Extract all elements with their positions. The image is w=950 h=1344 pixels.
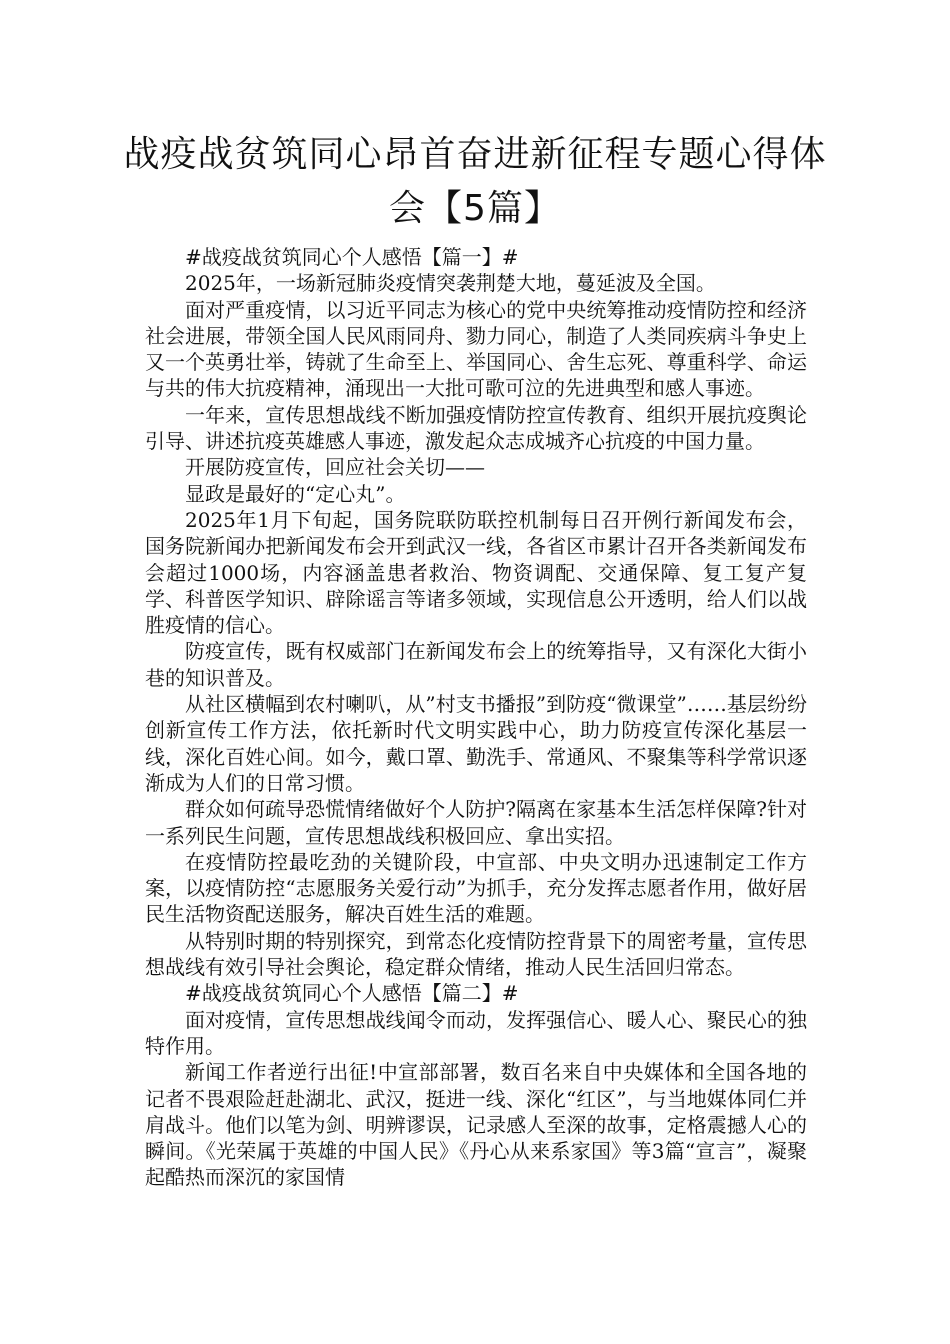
paragraph: 从社区横幅到农村喇叭，从”村支书播报”到防疫“微课堂”……基层纷纷创新宣传工作方法，依托新时代文明实践中心，助力防疫宣传深化基层一线，深化百姓心间。如今，戴口罩、勤洗手、常通风、不聚集等科学常识逐渐成为人们的日常习惯。: [145, 692, 807, 795]
section-heading: #战疫战贫筑同心个人感悟【篇二】#: [185, 981, 519, 1006]
paragraph: 在疫情防控最吃劲的关键阶段，中宣部、中央文明办迅速制定工作方案，以疫情防控“志愿服务关爱行动”为抓手，充分发挥志愿者作用，做好居民生活物资配送服务，解决百姓生活的难题。: [145, 849, 807, 927]
paragraph: 面对严重疫情，以习近平同志为核心的党中央统筹推动疫情防控和经济社会进展，带领全国人民风雨同舟、勠力同心，制造了人类同疾病斗争史上又一个英勇壮举，铸就了生命至上、举国同心、舍生忘死、尊重科学、命运与共的伟大抗疫精神，涌现出一大批可歌可泣的先进典型和感人事迹。: [145, 297, 807, 401]
paragraph: 开展防疫宣传，回应社会关切——: [185, 455, 485, 480]
paragraph: 防疫宣传，既有权威部门在新闻发布会上的统筹指导，又有深化大街小巷的知识普及。: [145, 639, 807, 690]
paragraph: 面对疫情，宣传思想战线闻令而动，发挥强信心、暖人心、聚民心的独特作用。: [145, 1007, 807, 1058]
paragraph: 群众如何疏导恐慌情绪做好个人防护?隔离在家基本生活怎样保障?针对一系列民生问题，宣传思想战线积极回应、拿出实招。: [145, 797, 807, 848]
paragraph: 一年来，宣传思想战线不断加强疫情防控宣传教育、组织开展抗疫舆论引导、讲述抗疫英雄感人事迹，激发起众志成城齐心抗疫的中国力量。: [145, 402, 807, 454]
paragraph: 2025年，一场新冠肺炎疫情突袭荆楚大地，蔓延波及全国。: [185, 271, 716, 296]
document-title: 战疫战贫筑同心昂首奋进新征程专题心得体会【5篇】: [123, 134, 827, 229]
paragraph: 从特别时期的特别探究，到常态化疫情防控背景下的周密考量，宣传思想战线有效引导社会舆论，稳定群众情绪，推动人民生活回归常态。: [145, 928, 807, 980]
section-heading: #战疫战贫筑同心个人感悟【篇一】#: [185, 245, 519, 269]
paragraph: 2025年1月下旬起，国务院联防联控机制每日召开例行新闻发布会，国务院新闻办把新闻发布会开到武汉一线，各省区市累计召开各类新闻发布会超过1000场，内容涵盖患者救治、物资调配、交通保障、复工复产复学、科普医学知识、辟除谣言等诸多领域，实现信息公开透明，给人们以战胜疫情的信心。: [145, 507, 807, 638]
document-body: [145, 244, 807, 1191]
paragraph: 显政是最好的“定心丸”。: [185, 481, 406, 506]
paragraph: 新闻工作者逆行出征!中宣部部署，数百名来自中央媒体和全国各地的记者不畏艰险赶赴湖北、武汉，挺进一线、深化“红区”，与当地媒体同仁并肩战斗。他们以笔为剑、明辨谬误，记录感人至深的故事，定格震撼人心的瞬间。《光荣属于英雄的中国人民》《丹心从来系家国》等3篇“宣言”，凝聚起酷热而深沉的家国情: [145, 1060, 807, 1190]
